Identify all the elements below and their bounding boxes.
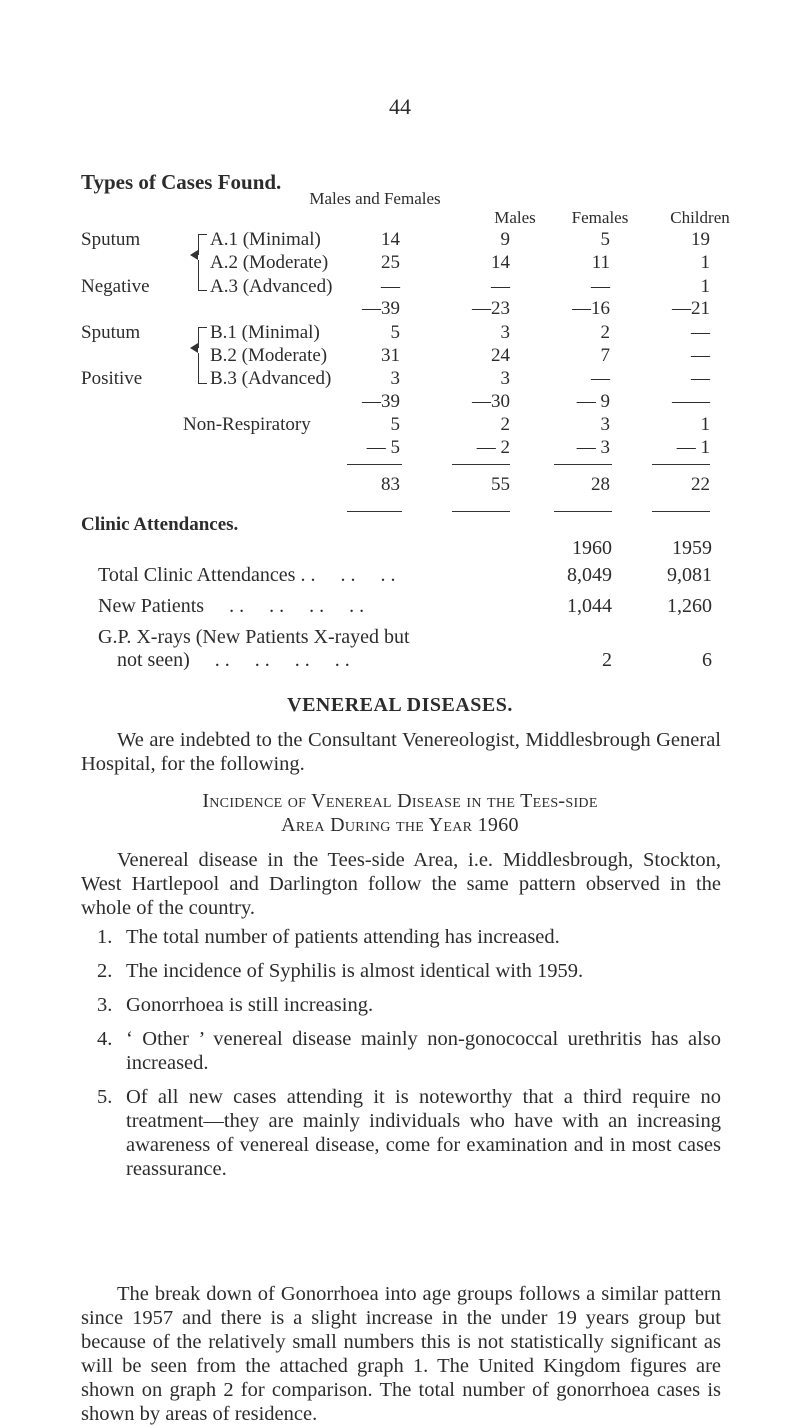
row-b2-females: 7 bbox=[600, 345, 610, 366]
list-item-number: 1. bbox=[97, 926, 113, 948]
row-a2-mf: 25 bbox=[381, 252, 400, 273]
group-b-brace-top bbox=[198, 327, 207, 348]
row-a2-females: 11 bbox=[591, 252, 610, 273]
list-item-number: 4. bbox=[97, 1028, 113, 1050]
clinic-year-1960: 1960 bbox=[572, 537, 612, 559]
group-b-subtotal-mf: —39 bbox=[362, 391, 400, 412]
col-header-children: Children bbox=[670, 208, 730, 227]
total-rule-children bbox=[652, 464, 710, 465]
row-a3-females: — bbox=[591, 276, 610, 297]
row-non-respiratory-mf: 5 bbox=[390, 414, 400, 435]
total-rule-males bbox=[452, 464, 510, 465]
row-a1-males: 9 bbox=[500, 229, 510, 250]
group-a-brace-top bbox=[198, 234, 207, 255]
row-b1-label: B.1 (Minimal) bbox=[210, 322, 320, 343]
row-a3-children: 1 bbox=[700, 276, 710, 297]
group-a-subtotal-females: —16 bbox=[572, 298, 610, 319]
row-non-respiratory-children: 1 bbox=[700, 414, 710, 435]
group-b-subtotal-males: —30 bbox=[472, 391, 510, 412]
row-a3-label: A.3 (Advanced) bbox=[210, 276, 333, 297]
clinic-year-1959: 1959 bbox=[672, 537, 712, 559]
row-non-respiratory-label: Non-Respiratory bbox=[183, 414, 311, 435]
group-b-brace-bottom bbox=[198, 353, 207, 384]
non-respiratory-subtotal-mf: — 5 bbox=[366, 437, 400, 458]
row-a3-mf: — bbox=[381, 276, 400, 297]
group-a-brace-bottom bbox=[198, 260, 207, 291]
total-females: 28 bbox=[591, 474, 610, 495]
list-item-text: The total number of patients attending has increased. bbox=[126, 926, 560, 948]
cases-title: Types of Cases Found. bbox=[81, 170, 282, 194]
row-a3-males: — bbox=[491, 276, 510, 297]
row-a2-children: 1 bbox=[700, 252, 710, 273]
non-respiratory-subtotal-females: — 3 bbox=[576, 437, 610, 458]
row-a2-males: 14 bbox=[491, 252, 510, 273]
vd-subtitle-line1: Incidence of Venereal Disease in the Tees-side bbox=[202, 790, 598, 812]
group-a-brace-tip bbox=[190, 250, 198, 260]
list-item-text: Gonorrhoea is still increasing. bbox=[126, 994, 374, 1016]
bottom-rule-mf bbox=[347, 511, 402, 512]
row-a1-females: 5 bbox=[600, 229, 610, 250]
vd-paragraph-2: The break down of Gonorrhoea into age groups follows a similar pattern since 1957 and there is a slight increase in the under 19 years group but because of the relatively small numbers this is not statistically significant as will be seen from the attached graph 1. The United Kingdom figures are shown on graph 2 for comparison. The total number of gonorrhoea cases is shown by areas of residence. bbox=[81, 1283, 721, 1425]
vd-subtitle-line2: Area During the Year 1960 bbox=[281, 814, 519, 836]
clinic-row-gp-1959: 6 bbox=[702, 649, 712, 671]
col-header-males-and-females: Males and Females bbox=[309, 189, 441, 208]
group-b-subtotal-females: — 9 bbox=[576, 391, 610, 412]
bottom-rule-males bbox=[452, 511, 510, 512]
row-b1-females: 2 bbox=[600, 322, 610, 343]
group-b-label-line1: Sputum bbox=[81, 322, 141, 343]
list-item-number: 2. bbox=[97, 960, 113, 982]
row-a2-label: A.2 (Moderate) bbox=[210, 252, 329, 273]
group-a-label-line2: Negative bbox=[81, 276, 150, 297]
total-rule-mf bbox=[347, 464, 402, 465]
non-respiratory-subtotal-children: — 1 bbox=[676, 437, 710, 458]
clinic-row-total-label: Total Clinic Attendances . . . . . . bbox=[98, 564, 396, 586]
row-b2-label: B.2 (Moderate) bbox=[210, 345, 328, 366]
list-item-number: 5. bbox=[97, 1086, 113, 1108]
col-header-males: Males bbox=[494, 208, 536, 227]
bottom-rule-females bbox=[554, 511, 612, 512]
list-item-text: The incidence of Syphilis is almost identical with 1959. bbox=[126, 960, 584, 982]
clinic-row-gp-label-line2: not seen) . . . . . . . . bbox=[117, 649, 350, 671]
clinic-row-new-label: New Patients . . . . . . . . bbox=[98, 595, 365, 617]
clinic-row-new-1960: 1,044 bbox=[567, 595, 612, 617]
page-number: 44 bbox=[389, 94, 411, 119]
row-a1-label: A.1 (Minimal) bbox=[210, 229, 321, 250]
group-a-subtotal-mf: —39 bbox=[362, 298, 400, 319]
row-non-respiratory-males: 2 bbox=[500, 414, 510, 435]
total-rule-females bbox=[554, 464, 612, 465]
list-item-number: 3. bbox=[97, 994, 113, 1016]
row-b2-children: — bbox=[691, 345, 710, 366]
row-b3-children: — bbox=[691, 368, 710, 389]
row-b3-label: B.3 (Advanced) bbox=[210, 368, 332, 389]
group-b-label-line2: Positive bbox=[81, 368, 143, 389]
total-children: 22 bbox=[691, 474, 710, 495]
row-b2-mf: 31 bbox=[381, 345, 400, 366]
clinic-row-gp-1960: 2 bbox=[602, 649, 612, 671]
clinic-row-gp-label: G.P. X-rays (New Patients X-rayed but bbox=[98, 626, 410, 648]
clinic-title: Clinic Attendances. bbox=[81, 514, 239, 535]
bottom-rule-children bbox=[652, 511, 710, 512]
row-a1-mf: 14 bbox=[381, 229, 400, 250]
row-b1-children: — bbox=[691, 322, 710, 343]
vd-intro: We are indebted to the Consultant Venereologist, Middlesbrough General Hospital, for the following. bbox=[81, 729, 721, 775]
group-a-subtotal-children: —21 bbox=[672, 298, 710, 319]
vd-paragraph-1: Venereal disease in the Tees-side Area, i.e. Middlesbrough, Stockton, West Hartlepool and Darlington follow the same pattern observed in the whole of the country. bbox=[81, 849, 721, 919]
row-b1-mf: 5 bbox=[390, 322, 400, 343]
col-header-females: Females bbox=[571, 208, 629, 227]
clinic-row-new-1959: 1,260 bbox=[667, 595, 712, 617]
row-b3-mf: 3 bbox=[390, 368, 400, 389]
group-b-subtotal-children: —— bbox=[672, 391, 710, 412]
group-a-subtotal-males: —23 bbox=[472, 298, 510, 319]
clinic-row-total-1959: 9,081 bbox=[667, 564, 712, 586]
list-item-text: ‘ Other ’ venereal disease mainly non-gonococcal urethritis has also increased. bbox=[126, 1028, 721, 1074]
row-b3-males: 3 bbox=[500, 368, 510, 389]
row-b1-males: 3 bbox=[500, 322, 510, 343]
total-mf: 83 bbox=[381, 474, 400, 495]
row-b3-females: — bbox=[591, 368, 610, 389]
total-males: 55 bbox=[491, 474, 510, 495]
group-b-brace-tip bbox=[190, 343, 198, 353]
non-respiratory-subtotal-males: — 2 bbox=[476, 437, 510, 458]
clinic-row-total-1960: 8,049 bbox=[567, 564, 612, 586]
row-a1-children: 19 bbox=[691, 229, 710, 250]
row-b2-males: 24 bbox=[491, 345, 510, 366]
row-non-respiratory-females: 3 bbox=[600, 414, 610, 435]
vd-title: VENEREAL DISEASES. bbox=[287, 694, 513, 716]
list-item-text: Of all new cases attending it is noteworthy that a third require no treatment—they are mainly individuals who have with an increasing awareness of venereal disease, come for examination and in most cases reassurance. bbox=[126, 1086, 721, 1180]
group-a-label-line1: Sputum bbox=[81, 229, 141, 250]
